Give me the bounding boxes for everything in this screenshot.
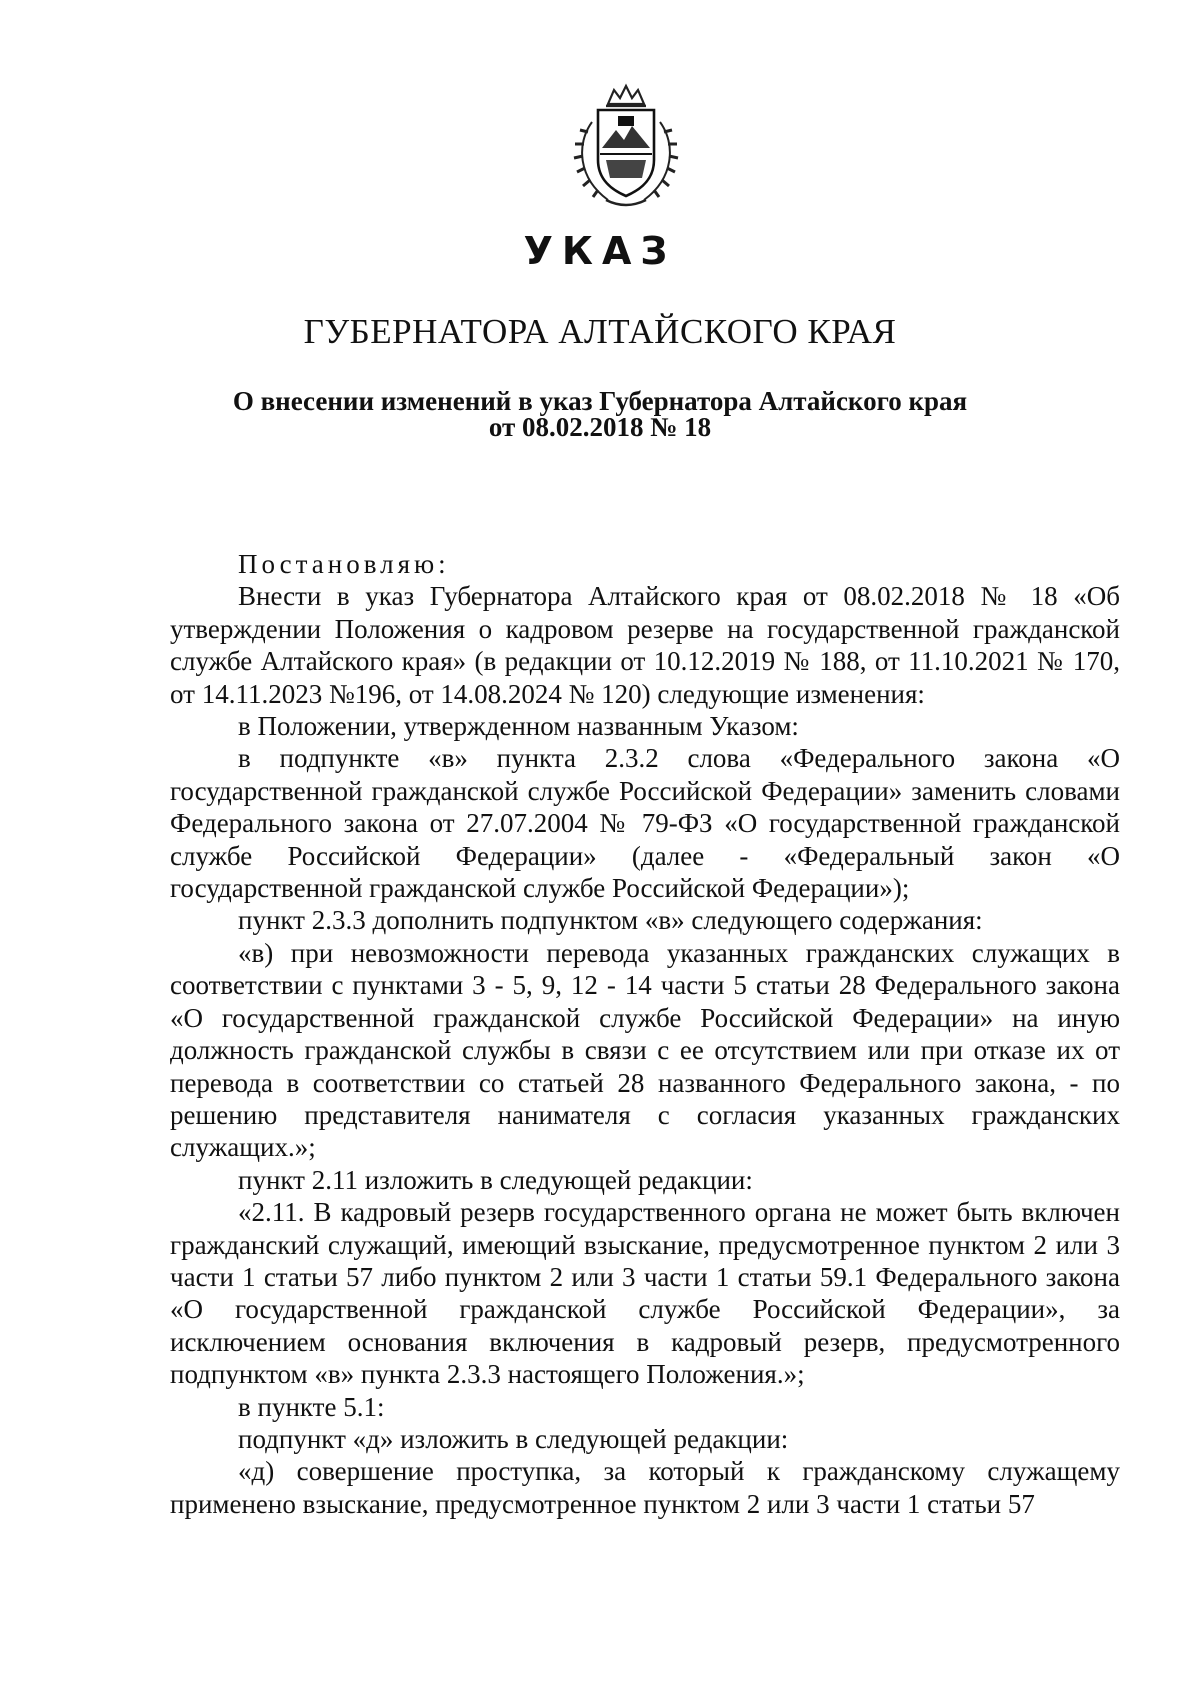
- subject-line: О внесении изменений в указ Губернатора Алтайского края: [232, 386, 968, 416]
- document-subject: [0, 388, 1200, 440]
- document-body: [170, 548, 1120, 1520]
- body-paragraph: «д) совершение проступка, за который к гражданскому служащему применено взыскание, предусмотренное пунктом 2 или 3 части 1 статьи 57: [170, 1456, 1120, 1519]
- body-paragraph: подпункт «д» изложить в следующей редакции:: [238, 1423, 789, 1454]
- body-paragraph: в Положении, утвержденном названным Указом:: [238, 711, 799, 742]
- issuing-authority: ГУБЕРНАТОРА АЛТАЙСКОГО КРАЯ: [303, 312, 897, 351]
- subject-date-number: от 08.02.2018 № 18: [488, 412, 712, 442]
- body-paragraph: Внести в указ Губернатора Алтайского края от 08.02.2018 № 18 «Об утверждении Положения о кадровом резерве на государственной гражданской службе Алтайского края» (в редакции от 10.12.2019 № 188, от 11.10.2021 № 170, от 14.11.2023 №196, от 14.08.2024 № 120) следующие изменения:: [170, 581, 1120, 709]
- body-paragraph: «2.11. В кадровый резерв государственного органа не может быть включен гражданский служащий, имеющий взыскание, предусмотренное пунктом 2 или 3 части 1 статьи 57 либо пунктом 2 или 3 части 1 статьи 59.1 Федерального закона «О государственной гражданской службе Российской Федерации», за исключением основания включения в кадровый резерв, предусмотренного подпунктом «в» пункта 2.3.3 настоящего Положения.»;: [170, 1197, 1120, 1390]
- body-paragraph: «в) при невозможности перевода указанных гражданских служащих в соответствии с пунктами 3 - 5, 9, 12 - 14 части 5 статьи 28 Федерального закона «О государственной гражданской службе Российской Федерации» на иную должность гражданской службы в связи с ее отсутствием или при отказе их от перевода в соответствии со статьей 28 названного Федерального закона, - по решению представителя нанимателя с согласия указанных гражданских служащих.»;: [170, 937, 1120, 1163]
- body-paragraph: пункт 2.11 изложить в следующей редакции:: [238, 1164, 753, 1195]
- body-paragraph: в подпункте «в» пункта 2.3.2 слова «Федерального закона «О государственной гражданской службе Российской Федерации» заменить словами Федерального закона от 27.07.2004 № 79-ФЗ «О государственной гражданской службе Российской Федерации» (далее - «Федеральный закон «О государственной гражданской службе Российской Федерации»);: [170, 743, 1120, 904]
- coat-of-arms-icon: [566, 82, 686, 214]
- document-type-heading: УКАЗ: [523, 229, 677, 273]
- body-paragraph: в пункте 5.1:: [238, 1391, 385, 1422]
- body-paragraph: пункт 2.3.3 дополнить подпунктом «в» следующего содержания:: [238, 905, 983, 936]
- preamble-paragraph: Постановляю:: [238, 549, 450, 579]
